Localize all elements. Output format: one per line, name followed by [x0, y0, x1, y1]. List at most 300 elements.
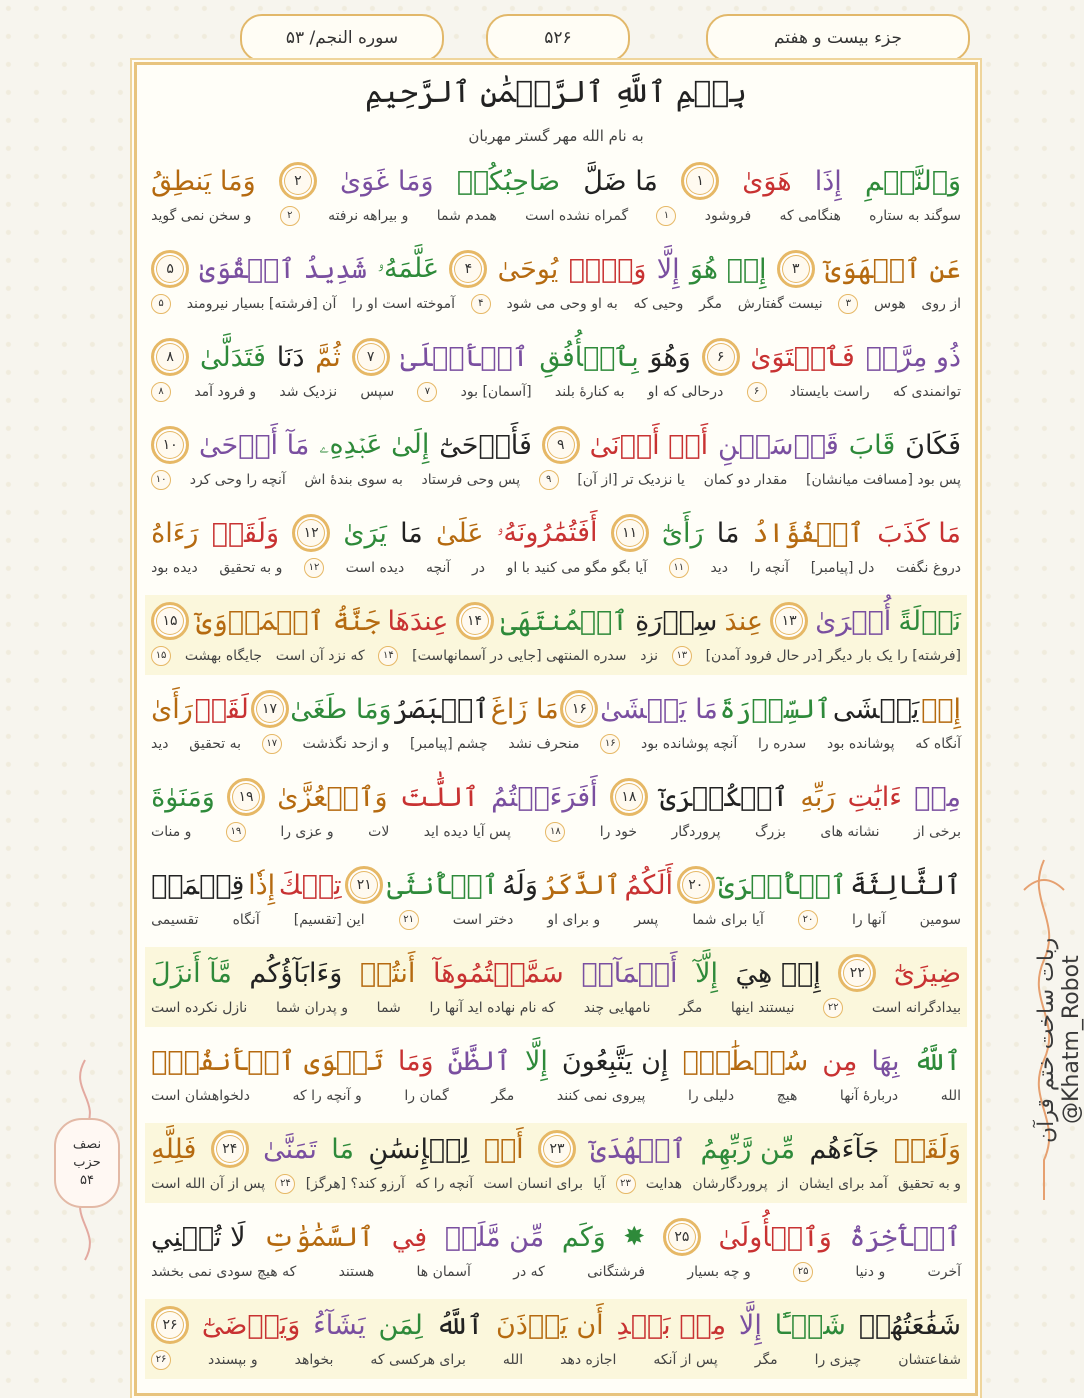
arabic-word: مَآ أَوۡحَىٰ	[198, 429, 310, 461]
persian-word: نزدیک شد	[279, 384, 338, 400]
arabic-line	[145, 1127, 967, 1171]
persian-word: سدره را	[758, 736, 807, 752]
persian-word: به سوی بندهٔ اش	[304, 472, 403, 488]
arabic-word: ٱلثَّالِثَةَ	[850, 869, 961, 901]
persian-word: در	[471, 560, 485, 576]
persian-word: نشانه های	[820, 824, 880, 840]
arabic-word: ٱلسَّمَٰوَٰتِ	[263, 1221, 375, 1253]
persian-word: تقسیمی	[151, 912, 199, 928]
persian-line	[145, 291, 967, 317]
arabic-word: بِٱلۡأُفُقِ	[539, 341, 639, 373]
persian-word: نازل نکرده است	[151, 1000, 248, 1016]
persian-line	[145, 907, 967, 933]
arabic-word: فَتَدَلَّىٰ	[199, 341, 266, 373]
ayah-number-small: ۷	[417, 382, 437, 402]
ayah-number: ۱۸	[610, 778, 648, 816]
ayah-number: ۶	[702, 338, 740, 376]
persian-word: هیچ	[776, 1088, 798, 1104]
arabic-word: مِنۢ بَعۡدِ	[616, 1309, 727, 1341]
arabic-word: قَوۡسَيۡنِ	[717, 429, 839, 461]
arabic-word: يَشَآءُ	[313, 1309, 366, 1341]
persian-word: چشم [پیامبر]	[409, 736, 488, 752]
arabic-word: وَمَا غَوَىٰ	[340, 165, 434, 197]
arabic-word: عَلَّمَهُۥ	[377, 253, 440, 284]
persian-word: آمد برای ایشان	[798, 1176, 888, 1192]
verse-row	[145, 595, 967, 675]
juz-label: جزء بیست و هفتم	[706, 14, 970, 62]
ayah-number-small: ۱۷	[262, 734, 282, 754]
persian-word: دلیلی را	[688, 1088, 735, 1104]
ayah-number-small: ۲۴	[275, 1174, 295, 1194]
arabic-word: مِّن رَّبِّهِمُ	[700, 1133, 796, 1165]
verse-row	[145, 1211, 967, 1291]
ayah-number: ۱۴	[456, 602, 494, 640]
persian-word: آرزو کند؟ [هرگز]	[305, 1176, 405, 1192]
ayah-number-small: ۱۹	[226, 822, 246, 842]
arabic-word: إِلَّآ	[695, 957, 718, 989]
arabic-word: لِمَن	[378, 1309, 423, 1341]
persian-word: بخواهد	[294, 1352, 334, 1368]
arabic-word: وَمَا	[397, 1045, 434, 1077]
persian-word: برخی از	[913, 824, 961, 840]
persian-word: هستند	[338, 1264, 375, 1280]
persian-word: آنچه را که	[415, 1176, 474, 1192]
persian-word: [آسمان] بود	[460, 384, 532, 400]
persian-word: آخرت	[927, 1264, 961, 1280]
persian-word: و عزی را	[280, 824, 334, 840]
arabic-word: رَأَىٰ	[151, 693, 193, 725]
persian-word: دربارهٔ آنها	[839, 1088, 899, 1104]
persian-line	[145, 379, 967, 405]
arabic-word: تَهۡوَى ٱلۡأَنفُسُۖ	[151, 1045, 384, 1077]
persian-word: آیا برای شما	[692, 912, 764, 928]
arabic-word: وَلَهُ	[502, 869, 538, 901]
persian-word: گمراه نشده است	[525, 208, 629, 224]
ayah-number: ۲۱	[345, 866, 383, 904]
arabic-word: فَٱسۡتَوَىٰ	[750, 341, 855, 373]
arabic-word: مِنۡ	[914, 781, 961, 813]
arabic-word: أَوۡ أَدۡنَىٰ	[589, 429, 709, 461]
ayah-number: ۲۲	[838, 954, 876, 992]
arabic-word: هَوَىٰ	[742, 165, 792, 197]
persian-line	[145, 203, 967, 229]
ayah-number-small: ۲۵	[793, 1262, 813, 1282]
arabic-word: إِن يَتَّبِعُونَ	[561, 1045, 669, 1077]
arabic-word: ذُو مِرَّةٖ	[865, 341, 961, 373]
ayah-number: ۱۱	[611, 514, 649, 552]
verse-row	[145, 771, 967, 851]
persian-word: جایگاه بهشت	[184, 648, 262, 664]
persian-word: دیده است	[345, 560, 405, 576]
arabic-word: فَلِلَّهِ	[151, 1133, 197, 1165]
ayah-number: ۲	[279, 162, 317, 200]
arabic-line	[145, 159, 967, 203]
ayah-number: ۲۴	[211, 1130, 249, 1168]
persian-word: پس وحی فرستاد	[421, 472, 521, 488]
persian-word: و آنچه را که	[292, 1088, 362, 1104]
arabic-line	[145, 599, 967, 643]
ayah-number: ۷	[352, 338, 390, 376]
persian-word: شفاعتشان	[898, 1352, 961, 1368]
persian-line	[145, 731, 967, 757]
ayah-number-small: ۵	[151, 294, 171, 314]
persian-word: پس از آن الله است	[151, 1176, 266, 1192]
arabic-word: ٱللَّٰتَ	[399, 781, 479, 813]
persian-word: سدره المنتهی [جایی در آسمانهاست]	[412, 648, 627, 664]
persian-word: الله	[502, 1352, 524, 1368]
ayah-number-small: ۸	[151, 382, 171, 402]
ayah-number-small: ۶	[747, 382, 767, 402]
arabic-word: دَنَا	[276, 341, 305, 373]
verse-row	[145, 243, 967, 323]
arabic-word: ٱلۡمُنتَهَىٰ	[500, 605, 628, 637]
verse-row	[145, 155, 967, 235]
arabic-word: أَسۡمَآءٞ	[581, 957, 678, 989]
persian-line	[145, 1171, 967, 1197]
persian-word: آنها را	[852, 912, 886, 928]
persian-word: آنچه را وحی کرد	[189, 472, 286, 488]
sajdah-star-icon: ✸	[623, 1222, 646, 1252]
persian-word: فروشود	[704, 208, 752, 224]
arabic-word: مَّآ أَنزَلَ	[151, 957, 232, 989]
persian-word: دل [پیامبر]	[810, 560, 875, 576]
ayah-number-small: ۹	[539, 470, 559, 490]
arabic-word: ٱلذَّكَرُ	[541, 869, 621, 901]
persian-word: آیا بگو مگو می کنید با او	[506, 560, 648, 576]
persian-word: سوگند به ستاره	[869, 208, 961, 224]
watermark: ربات ساخت ختم قرآن @Khatm_Robot	[1034, 937, 1084, 1143]
persian-word: آن [فرشته] بسیار نیرومند	[186, 296, 337, 312]
ayah-number-small: ۲۳	[616, 1174, 636, 1194]
persian-word: و منات	[151, 824, 192, 840]
persian-word: پس آیا دیده اید	[423, 824, 511, 840]
persian-word: دروغ نگفت	[895, 560, 961, 576]
ayah-number: ۱۲	[292, 514, 330, 552]
persian-line	[145, 467, 967, 493]
arabic-word: وَمَا طَغَىٰ	[290, 693, 392, 725]
persian-word: چیزی را	[814, 1352, 862, 1368]
arabic-word: وَلَقَدۡ	[211, 517, 279, 549]
ayah-number-small: ۱۰	[151, 470, 171, 490]
persian-word: و سخن نمی گوید	[151, 208, 252, 224]
persian-word: نیستند اینها	[730, 1000, 795, 1016]
arabic-word: ٱلسِّدۡرَةَ	[719, 693, 832, 725]
page-frame	[134, 62, 978, 1396]
persian-word: لات	[368, 824, 390, 840]
persian-word: دیده بود	[151, 560, 198, 576]
arabic-word: أَمۡ	[483, 1133, 524, 1165]
persian-word: که نام نهاده اید آنها را	[429, 1000, 556, 1016]
ayah-number-small: ۱۳	[672, 646, 692, 666]
ayah-number: ۱۵	[151, 602, 189, 640]
arabic-word: أُخۡرَىٰ	[815, 605, 892, 637]
ayah-number: ۲۰	[677, 866, 715, 904]
ayah-number: ۲۶	[151, 1306, 189, 1344]
arabic-word: أَنتُمۡ	[359, 957, 416, 989]
persian-word: و پدران شما	[276, 1000, 348, 1016]
arabic-word: إِلَّا	[738, 1309, 762, 1341]
arabic-word: يُوحَىٰ	[497, 253, 559, 285]
persian-word: گمان را	[404, 1088, 449, 1104]
arabic-word: أَن يَأۡذَنَ	[496, 1309, 604, 1341]
ayah-number-small: ۱۵	[151, 646, 171, 666]
arabic-line	[145, 863, 967, 907]
arabic-word: مَا يَغۡشَىٰ	[600, 693, 718, 725]
persian-word: اجازه دهد	[560, 1352, 617, 1368]
hizb-marker: نصف حزب ۵۴	[54, 1118, 120, 1208]
persian-word: دید	[151, 736, 169, 752]
persian-word: نیست گفتارش	[737, 296, 823, 312]
persian-word: آموخته است او را	[352, 296, 456, 312]
arabic-word: مِن	[822, 1045, 858, 1077]
persian-word: که هیچ سودی نمی بخشد	[151, 1264, 297, 1280]
arabic-word: وَهُوَ	[649, 341, 691, 373]
arabic-line	[145, 1303, 967, 1347]
ayah-number: ۱۹	[227, 778, 265, 816]
persian-line	[145, 819, 967, 845]
persian-word: به کنارهٔ بلند	[554, 384, 625, 400]
ayah-number-small: ۳	[838, 294, 858, 314]
arabic-word: فَأَوۡحَىٰٓ	[439, 429, 532, 461]
persian-word: که نزد آن است	[275, 648, 365, 664]
arabic-word: إِنۡ هُوَ	[689, 253, 767, 285]
ayah-number-small: ۲۱	[399, 910, 419, 930]
arabic-word: فِي	[391, 1221, 428, 1253]
arabic-word: شَيۡـًٔا	[774, 1309, 846, 1341]
persian-word: سپس	[360, 384, 395, 400]
arabic-word: جَآءَهُم	[809, 1133, 880, 1165]
ayah-number: ۱۰	[151, 426, 189, 464]
persian-word: هوس	[874, 296, 906, 312]
verse-row	[145, 1299, 967, 1379]
bismillah-translation: به نام الله مهر گستر مهربان	[468, 127, 644, 145]
arabic-word: ٱلۡأٓخِرَةُ	[849, 1221, 961, 1253]
persian-line	[145, 1083, 967, 1109]
persian-word: آسمان ها	[416, 1264, 471, 1280]
ayah-number-small: ۲۶	[151, 1350, 171, 1370]
persian-word: مگر	[754, 1352, 778, 1368]
persian-line	[145, 1259, 967, 1285]
arabic-word: تَمَنَّىٰ	[263, 1133, 317, 1165]
arabic-word: مَا	[716, 517, 740, 549]
arabic-word: وَٱلنَّجۡمِ	[865, 165, 961, 197]
persian-word: نزد	[640, 648, 659, 664]
arabic-word: عِندَهَا	[387, 605, 449, 637]
persian-word: برای هرکسی که	[370, 1352, 466, 1368]
persian-word: که در	[513, 1264, 545, 1280]
ayah-number: ۲۵	[663, 1218, 701, 1256]
arabic-word: سَمَّيۡتُمُوهَآ	[432, 957, 564, 989]
arabic-word: ثُمَّ	[315, 341, 341, 373]
arabic-line	[145, 775, 967, 819]
arabic-word: إِذٗا	[248, 869, 276, 901]
persian-word: به او وحی می شود	[506, 296, 618, 312]
arabic-word: شَفَٰعَتُهُمۡ	[858, 1309, 961, 1341]
persian-line	[145, 1347, 967, 1373]
ayah-number-small: ۱۸	[545, 822, 565, 842]
persian-word: درحالی که او	[647, 384, 724, 400]
ayah-number: ۱۷	[251, 690, 289, 728]
persian-word: خود را	[599, 824, 638, 840]
arabic-word: ٱللَّهُ	[435, 1309, 484, 1341]
persian-word: آنچه پوشانده بود	[640, 736, 738, 752]
persian-word: وحیی که	[633, 296, 684, 312]
arabic-word: إِنۡ هِيَ	[735, 957, 821, 989]
persian-word: آنگاه که	[915, 736, 961, 752]
ayah-number-small: ۱۱	[669, 558, 689, 578]
ayah-number: ۹	[542, 426, 580, 464]
arabic-line	[145, 687, 967, 731]
arabic-word: أَفَتُمَٰرُونَهُۥ	[496, 517, 598, 548]
persian-word: دلخواهشان است	[151, 1088, 250, 1104]
arabic-line	[145, 1215, 967, 1259]
arabic-word: ٱلۡأَعۡلَىٰ	[400, 341, 529, 373]
verse-row	[145, 507, 967, 587]
persian-word: پروردگار	[671, 824, 721, 840]
arabic-word: ٱلۡهُدَىٰٓ	[590, 1133, 687, 1165]
verse-row	[145, 683, 967, 763]
arabic-word: لِلۡإِنسَٰنِ	[368, 1133, 470, 1165]
persian-word: پوشانده بود	[827, 736, 895, 752]
ayah-number: ۱۶	[560, 690, 598, 728]
persian-word: پروردگارشان	[692, 1176, 768, 1192]
persian-word: یا نزدیک تر [از آن]	[577, 472, 685, 488]
arabic-word: إِلَىٰ عَبۡدِهِۦ	[319, 429, 430, 460]
persian-word: آیا	[593, 1176, 606, 1192]
persian-word: مگر	[491, 1088, 515, 1104]
ayah-number: ۱	[681, 162, 719, 200]
arabic-word: سِدۡرَةِ	[635, 605, 718, 637]
persian-word: توانمندی که	[892, 384, 961, 400]
arabic-line	[145, 335, 967, 379]
ayah-number-small: ۱۲	[304, 558, 324, 578]
arabic-word: ٱلظَّنَّ	[447, 1045, 511, 1077]
arabic-line	[145, 247, 967, 291]
persian-word: بزرگ	[755, 824, 786, 840]
persian-word: سومین	[919, 912, 961, 928]
ayah-number: ۱۳	[770, 602, 808, 640]
arabic-word: وَيَرۡضَىٰٓ	[201, 1309, 301, 1341]
arabic-word: ٱلۡبَصَرُ	[393, 693, 490, 725]
verse-row	[145, 1035, 967, 1115]
persian-word: همدم شما	[436, 208, 497, 224]
persian-word: برای انسان است	[483, 1176, 583, 1192]
ayah-number-small: ۲۰	[798, 910, 818, 930]
persian-word: پس از آنکه	[653, 1352, 718, 1368]
persian-line	[145, 555, 967, 581]
bismillah: بِسۡمِ ٱللَّهِ ٱلرَّحۡمَٰنِ ٱلرَّحِيمِ	[365, 75, 747, 110]
arabic-word: إِلَّا	[656, 253, 680, 285]
arabic-word: ٱلۡأُخۡرَىٰٓ	[718, 869, 847, 901]
arabic-word: ٱلۡأُنثَىٰ	[386, 869, 499, 901]
persian-word: آنچه	[425, 560, 451, 576]
persian-word: مگر	[699, 296, 723, 312]
persian-word: راست بایستاد	[789, 384, 870, 400]
persian-word: و به تحقیق	[898, 1176, 961, 1192]
arabic-word: عِندَ	[724, 605, 763, 637]
arabic-word: رَبِّهِ	[800, 781, 836, 813]
arabic-word: أَلَكُمُ	[624, 869, 674, 901]
arabic-word: جَنَّةُ ٱلۡمَأۡوَىٰٓ	[196, 605, 381, 637]
arabic-word: نَزۡلَةً	[898, 605, 961, 637]
arabic-word: ءَايَٰتِ	[847, 781, 902, 813]
arabic-word: عَلَىٰ	[435, 517, 484, 549]
arabic-word: وَمَا يَنطِقُ	[151, 165, 256, 197]
verse-row	[145, 859, 967, 939]
arabic-word: بِهَا	[871, 1045, 900, 1077]
arabic-word: لَقَدۡ	[194, 693, 249, 725]
persian-word: بیدادگرانه است	[871, 1000, 961, 1016]
persian-word: و بپسندد	[208, 1352, 258, 1368]
arabic-word: وَٱلۡأُولَىٰ	[718, 1221, 832, 1253]
arabic-word: وَلَقَدۡ	[893, 1133, 961, 1165]
arabic-word: ضِيزَىٰٓ	[893, 957, 961, 989]
arabic-word: ٱلۡكُبۡرَىٰٓ	[660, 781, 789, 813]
arabic-word: تِلۡكَ	[278, 869, 342, 901]
arabic-word: ٱللَّهُ	[913, 1045, 961, 1077]
persian-line	[145, 643, 967, 669]
arabic-word: مَا زَاغَ	[490, 693, 559, 725]
arabic-word: قِسۡمَةٞ	[151, 869, 245, 901]
persian-word: این [تقسیم]	[293, 912, 365, 928]
ayah-number: ۴	[449, 250, 487, 288]
verse-row	[145, 331, 967, 411]
arabic-word: وَكَم	[561, 1221, 606, 1253]
ayah-number: ۸	[151, 338, 189, 376]
arabic-word: مَا	[331, 1133, 354, 1165]
arabic-word: عَنِ ٱلۡهَوَىٰٓ	[825, 253, 961, 285]
persian-word: و ازحد نگذشت	[302, 736, 390, 752]
arabic-line	[145, 423, 967, 467]
persian-line	[145, 995, 967, 1021]
arabic-word: رَءَاهُ	[151, 517, 199, 549]
persian-word: و دنیا	[855, 1264, 886, 1280]
arabic-word: إِذَا	[814, 165, 842, 197]
arabic-word: لَا تُغۡنِي	[151, 1221, 246, 1253]
persian-word: آنگاه	[232, 912, 260, 928]
ayah-number-small: ۱۶	[600, 734, 620, 754]
persian-word: پیروی نمی کنند	[556, 1088, 646, 1104]
arabic-word: يَغۡشَى	[832, 693, 920, 725]
persian-word: [فرشته] را یک بار دیگر [در حال فرود آمدن]	[705, 648, 961, 664]
arabic-word: مَا ضَلَّ	[583, 165, 658, 197]
persian-word: و فرود آمد	[194, 384, 257, 400]
verse-row	[145, 947, 967, 1027]
persian-word: مگر	[679, 1000, 703, 1016]
arabic-word: إِذۡ	[921, 693, 961, 725]
arabic-line	[145, 511, 967, 555]
arabic-word: سُلۡطَٰنٍۚ	[682, 1045, 809, 1077]
arabic-word: مِّن مَّلَكٖ	[444, 1221, 545, 1253]
persian-word: پس بود [مسافت میانشان]	[806, 472, 961, 488]
persian-word: دختر است	[452, 912, 514, 928]
arabic-word: أَفَرَءَيۡتُمُ	[491, 781, 598, 813]
ayah-number-small: ۲	[280, 206, 300, 226]
persian-word: و بیراهه نرفته	[328, 208, 409, 224]
ayah-number-small: ۱۴	[378, 646, 398, 666]
arabic-word: شَدِيدُ ٱلۡقُوَىٰ	[199, 253, 367, 285]
ayah-number: ۳	[777, 250, 815, 288]
persian-word: و چه بسیار	[687, 1264, 751, 1280]
persian-word: مقدار دو کمان	[703, 472, 788, 488]
arabic-word: وَٱلۡعُزَّىٰ	[277, 781, 388, 813]
arabic-word: وَءَابَآؤُكُم	[249, 957, 343, 989]
verse-row	[145, 1123, 967, 1203]
persian-word: و به تحقیق	[219, 560, 283, 576]
verse-row	[145, 419, 967, 499]
persian-word: و برای او	[547, 912, 601, 928]
persian-word: به تحقیق	[189, 736, 242, 752]
